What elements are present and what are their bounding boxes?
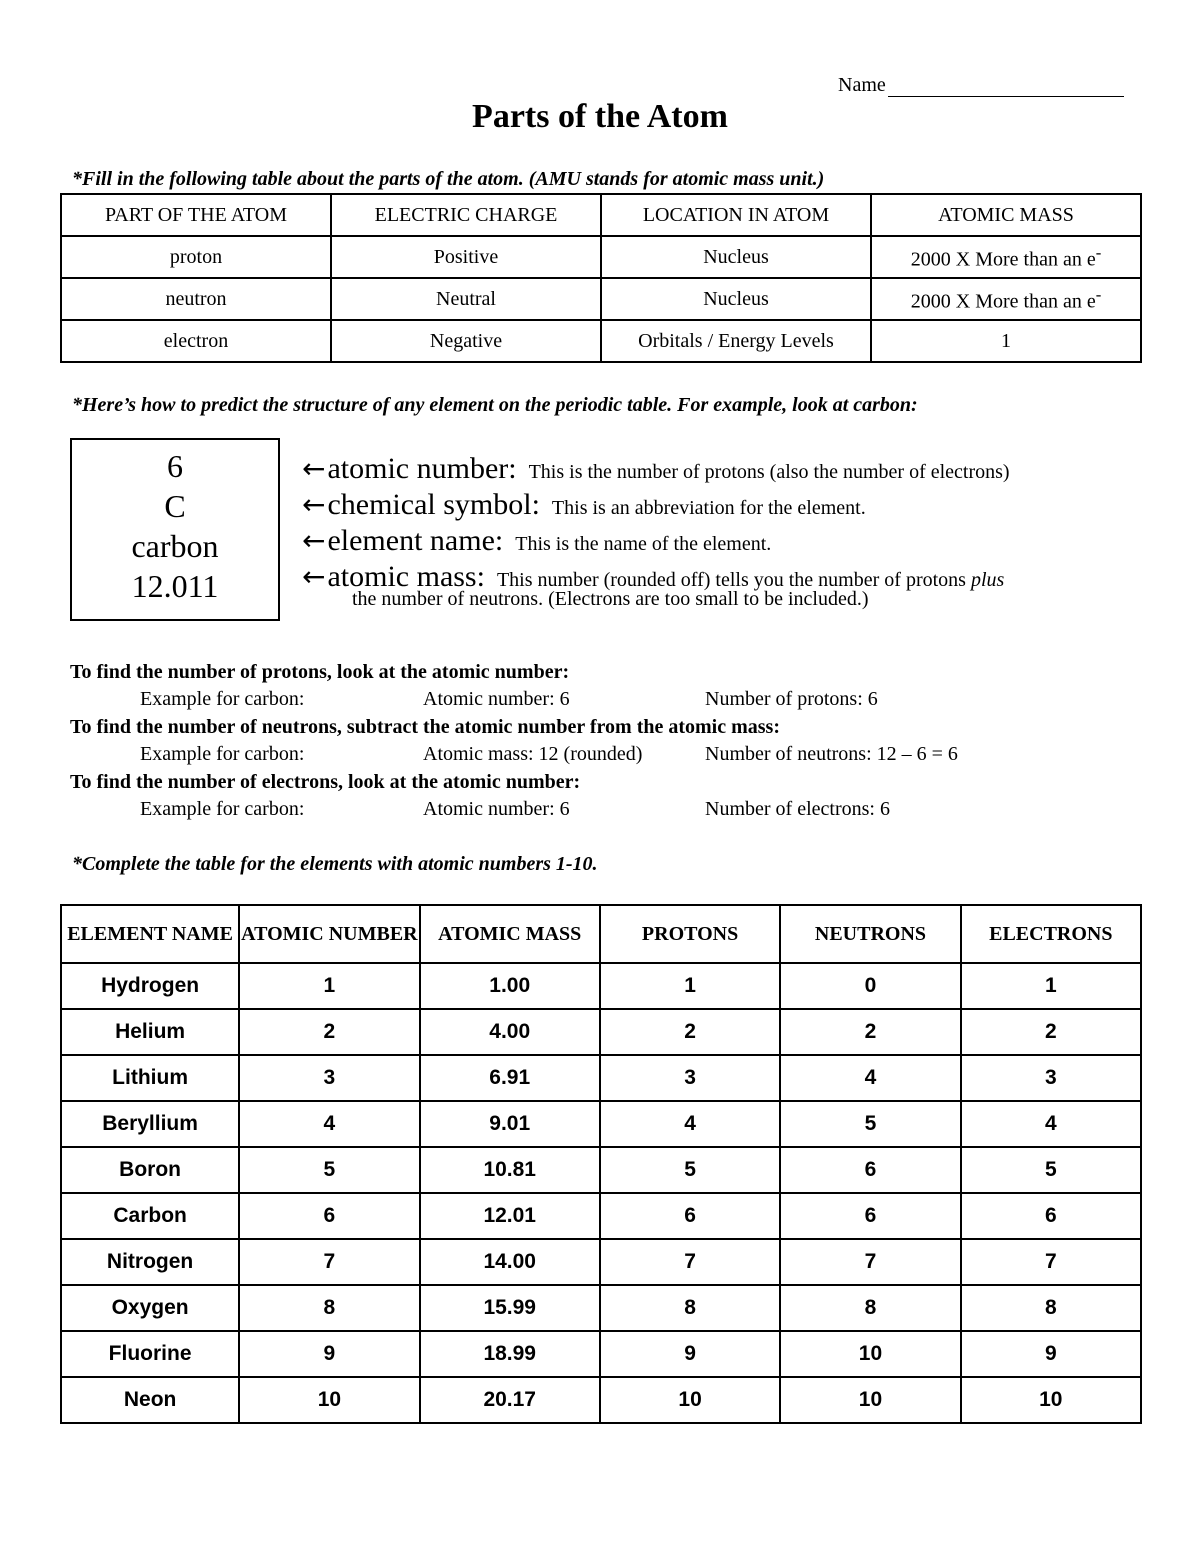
table-row [61,1055,1141,1101]
table-row [61,1377,1141,1423]
find-heading: To find the number of protons, look at the atomic number: [70,661,570,683]
element-box-symbol: C [164,488,186,524]
parts-cell: Positive [331,236,601,278]
elements-header-cell: ATOMIC NUMBER [239,905,419,963]
elements-cell: Beryllium [61,1101,239,1147]
find-instructions [70,661,958,826]
elements-header-cell: NEUTRONS [780,905,960,963]
elements-cell: 1 [239,963,419,1009]
elements-table [60,904,1142,1424]
parts-header-row [61,194,1141,236]
elements-cell: 2 [239,1009,419,1055]
elements-cell: 9 [239,1331,419,1377]
elements-cell: 10 [780,1331,960,1377]
elements-cell: 9 [961,1331,1141,1377]
table-row [61,1147,1141,1193]
elements-cell: Neon [61,1377,239,1423]
elements-cell: 4 [961,1101,1141,1147]
find-example [70,798,890,826]
parts-cell: Orbitals / Energy Levels [601,320,871,362]
elements-cell: 18.99 [420,1331,600,1377]
elements-cell: Fluorine [61,1331,239,1377]
parts-cell: Neutral [331,278,601,320]
elements-cell: 9 [600,1331,780,1377]
elements-cell: 6 [780,1193,960,1239]
parts-cell: Nucleus [601,236,871,278]
elements-header-cell: ELECTRONS [961,905,1141,963]
parts-cell-text: 2000 X More than an e [910,290,1096,313]
legend-term: chemical symbol: [327,488,540,521]
elements-cell: 9.01 [420,1101,600,1147]
legend-desc-continued: the number of neutrons. (Electrons are too small to be included.) [352,588,869,610]
parts-cell: proton [61,236,331,278]
table-row [61,1009,1141,1055]
elements-cell: 15.99 [420,1285,600,1331]
left-arrow-icon: ← [302,452,326,485]
element-box-name: carbon [131,528,219,564]
elements-cell: 2 [961,1009,1141,1055]
legend-term: atomic mass: [327,560,485,593]
legend-desc: This is an abbreviation for the element. [551,497,866,519]
table-row [61,236,1141,278]
parts-cell-text: 2000 X More than an e [910,248,1096,271]
legend-desc: This is the name of the element. [515,533,772,555]
find-example [70,743,958,771]
elements-cell: 7 [239,1239,419,1285]
table-row [61,320,1141,362]
elements-cell: 8 [600,1285,780,1331]
table-row [61,1285,1141,1331]
legend-desc: This is the number of protons (also the number of electrons) [528,461,1010,483]
find-example-value: Atomic mass: 12 (rounded) [423,743,643,765]
elements-cell: Oxygen [61,1285,239,1331]
find-example-result: Number of neutrons: 12 – 6 = 6 [705,743,958,765]
table-row [61,963,1141,1009]
elements-cell: 5 [780,1101,960,1147]
parts-cell: electron [61,320,331,362]
parts-cell [871,278,1141,320]
elements-cell: 14.00 [420,1239,600,1285]
find-heading: To find the number of neutrons, subtract the atomic number from the atomic mass: [70,716,780,738]
elements-cell: 12.01 [420,1193,600,1239]
elements-cell: 8 [780,1285,960,1331]
elements-cell: 1 [600,963,780,1009]
find-example-result: Number of protons: 6 [705,688,878,710]
parts-header-cell: ELECTRIC CHARGE [331,194,601,236]
page-title: Parts of the Atom [472,98,728,135]
legend-term: element name: [327,524,504,557]
element-legend [302,452,1010,611]
left-arrow-icon: ← [302,524,326,557]
elements-cell: Boron [61,1147,239,1193]
elements-cell: 4.00 [420,1009,600,1055]
elements-header-row [61,905,1141,963]
parts-header-cell: LOCATION IN ATOM [601,194,871,236]
legend-item [302,524,1010,560]
elements-cell: 20.17 [420,1377,600,1423]
elements-cell: 2 [780,1009,960,1055]
elements-cell: 0 [780,963,960,1009]
elements-cell: 7 [780,1239,960,1285]
elements-cell: 10 [961,1377,1141,1423]
elements-cell: 6 [239,1193,419,1239]
elements-instruction: *Complete the table for the elements with atomic numbers 1-10. [72,853,598,875]
parts-cell: 1 [871,320,1141,362]
name-field[interactable] [838,74,1124,97]
elements-cell: 2 [600,1009,780,1055]
element-box-carbon [70,438,280,621]
elements-cell: 1 [961,963,1141,1009]
legend-desc-italic: plus [970,569,1005,591]
find-example-result: Number of electrons: 6 [705,798,890,820]
left-arrow-icon: ← [302,560,326,593]
name-label: Name [838,74,886,96]
legend-item [302,452,1010,488]
structure-instruction: *Here’s how to predict the structure of any element on the periodic table. For example, look at carbon: [72,394,918,416]
parts-cell: neutron [61,278,331,320]
electron-superscript: - [1095,242,1102,262]
elements-cell: 7 [600,1239,780,1285]
elements-cell: 4 [600,1101,780,1147]
elements-cell: 10 [600,1377,780,1423]
electron-superscript: - [1095,284,1102,304]
parts-instruction: *Fill in the following table about the parts of the atom. (AMU stands for atomic mass unit.) [72,168,825,190]
elements-cell: 5 [961,1147,1141,1193]
parts-header-cell: PART OF THE ATOM [61,194,331,236]
find-example-label: Example for carbon: [140,688,305,710]
elements-cell: Helium [61,1009,239,1055]
elements-cell: 3 [600,1055,780,1101]
name-blank-line[interactable] [888,76,1124,97]
elements-cell: 4 [239,1101,419,1147]
elements-cell: Hydrogen [61,963,239,1009]
elements-cell: 7 [961,1239,1141,1285]
table-row [61,1193,1141,1239]
parts-header-cell: ATOMIC MASS [871,194,1141,236]
table-row [61,1239,1141,1285]
find-example-label: Example for carbon: [140,798,305,820]
find-example-value: Atomic number: 6 [423,798,570,820]
elements-cell: Lithium [61,1055,239,1101]
find-heading: To find the number of electrons, look at the atomic number: [70,771,581,793]
elements-cell: 6.91 [420,1055,600,1101]
elements-cell: 8 [961,1285,1141,1331]
elements-header-cell: ELEMENT NAME [61,905,239,963]
element-box-number: 6 [167,448,183,484]
elements-header-cell: PROTONS [600,905,780,963]
elements-cell: 6 [600,1193,780,1239]
elements-cell: Nitrogen [61,1239,239,1285]
parts-cell: Nucleus [601,278,871,320]
find-example-label: Example for carbon: [140,743,305,765]
elements-cell: 10 [780,1377,960,1423]
elements-cell: 8 [239,1285,419,1331]
legend-desc-text: This number (rounded off) tells you the number of protons [496,569,966,591]
elements-cell: Carbon [61,1193,239,1239]
legend-term: atomic number: [327,452,517,485]
elements-cell: 5 [600,1147,780,1193]
elements-body [61,963,1141,1423]
parts-cell: Negative [331,320,601,362]
table-row [61,278,1141,320]
parts-of-atom-table [60,193,1142,363]
elements-cell: 6 [780,1147,960,1193]
elements-cell: 6 [961,1193,1141,1239]
element-box-mass: 12.011 [131,568,219,604]
elements-cell: 3 [239,1055,419,1101]
elements-cell: 10 [239,1377,419,1423]
table-row [61,1331,1141,1377]
table-row [61,1101,1141,1147]
elements-cell: 4 [780,1055,960,1101]
elements-cell: 5 [239,1147,419,1193]
left-arrow-icon: ← [302,488,326,521]
find-example [70,688,878,716]
legend-item [302,488,1010,524]
find-example-value: Atomic number: 6 [423,688,570,710]
parts-cell [871,236,1141,278]
elements-cell: 1.00 [420,963,600,1009]
elements-cell: 3 [961,1055,1141,1101]
elements-cell: 10.81 [420,1147,600,1193]
elements-header-cell: ATOMIC MASS [420,905,600,963]
